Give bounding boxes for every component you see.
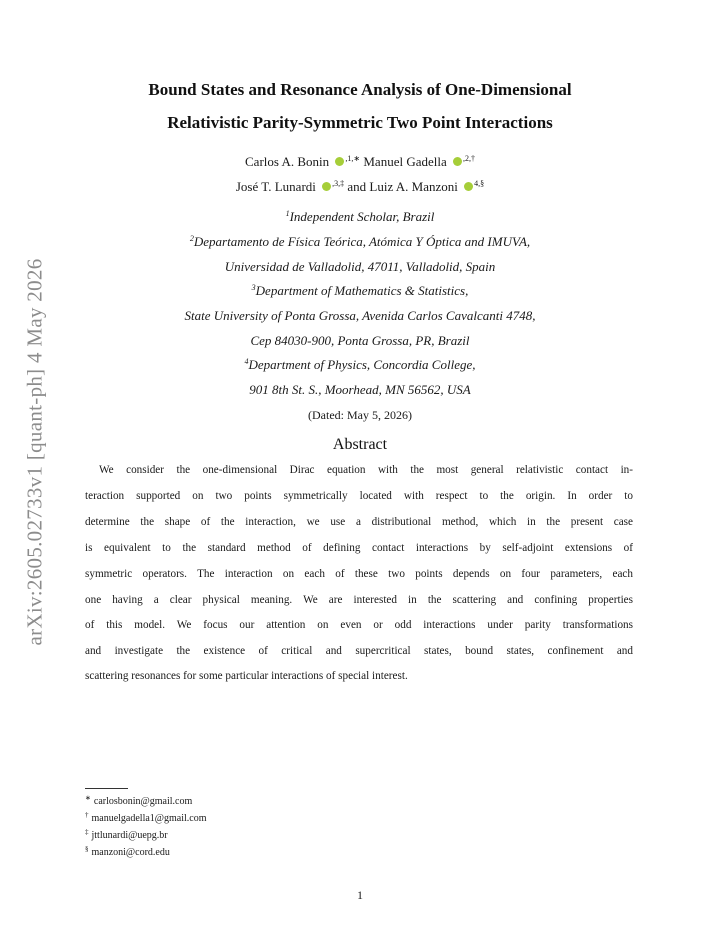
affiliation-text: Universidad de Valladolid, 47011, Valladolid, Spain — [224, 259, 496, 274]
author-marks: 4,§ — [474, 179, 485, 188]
abstract-line: We consider the one-dimensional Dirac equation with the most general relativistic contact in- — [99, 464, 633, 476]
affiliation-4 — [80, 357, 640, 373]
affiliation-2-cont — [80, 259, 640, 275]
affiliation-text: Departamento de Física Teórica, Atómica Y Óptica and IMUVA, — [193, 234, 531, 249]
dated-line: (Dated: May 5, 2026) — [308, 408, 412, 422]
footnote-rule — [85, 788, 128, 789]
footnote-email-link[interactable]: manuelgadella1@gmail.com — [91, 813, 207, 824]
affiliation-text: State University of Ponta Grossa, Avenida Carlos Cavalcanti 4748, — [184, 308, 536, 323]
orcid-icon[interactable] — [453, 157, 462, 166]
footnote-email-link[interactable]: jttlunardi@uepg.br — [91, 830, 168, 841]
abstract-line: one having a clear physical meaning. We are interested in the scattering and confining properties — [85, 594, 633, 606]
affiliation-number: 4 — [244, 357, 249, 366]
footnote-email-link[interactable]: carlosbonin@gmail.com — [93, 796, 193, 807]
author-name: Carlos A. Bonin — [245, 154, 330, 169]
orcid-icon[interactable] — [335, 157, 344, 166]
affiliation-text: Department of Mathematics & Statistics, — [255, 283, 469, 298]
footnote-mark: † — [85, 811, 89, 819]
paper-title-line-1: Bound States and Resonance Analysis of One-Dimensional — [148, 80, 572, 99]
abstract-line: is equivalent to the standard method of defining contact interactions by self-adjoint extensions of — [85, 542, 633, 554]
affiliation-3-cont-2 — [80, 333, 640, 349]
page-number: 1 — [357, 888, 363, 902]
author-marks: ,3,‡ — [332, 179, 345, 188]
footnote-mark: § — [85, 845, 89, 853]
abstract-line: symmetric operators. The interaction on each of these two points depends on four parameters, each — [85, 568, 633, 580]
abstract-line: of this model. We focus our attention on even or odd interactions under parity transformations — [85, 619, 633, 631]
author-line-1 — [80, 154, 640, 170]
footnote-email-link[interactable]: manzoni@cord.edu — [91, 847, 170, 858]
affiliation-number: 1 — [285, 209, 290, 218]
affiliation-text: Cep 84030-900, Ponta Grossa, PR, Brazil — [250, 333, 470, 348]
abstract-line: and investigate the existence of critical and supercritical states, bound states, confinement and — [85, 645, 633, 657]
author-line-2 — [80, 179, 640, 195]
footnote-email — [85, 811, 207, 824]
affiliation-3 — [80, 283, 640, 299]
footnote-mark: ∗ — [85, 794, 91, 802]
affiliation-number: 3 — [251, 283, 256, 292]
footnote-mark: ‡ — [85, 828, 89, 836]
affiliation-1 — [80, 209, 640, 225]
arxiv-identifier-stamp: arXiv:2605.02733v1 [quant-ph] 4 May 2026 — [22, 258, 47, 646]
affiliation-text: Independent Scholar, Brazil — [289, 209, 435, 224]
paper-title-line-2: Relativistic Parity-Symmetric Two Point Interactions — [167, 113, 553, 132]
abstract-line: scattering resonances for some particular interactions of special interest. — [85, 670, 408, 682]
footnote-email — [85, 794, 192, 807]
affiliation-number: 2 — [189, 234, 194, 243]
author-name: José T. Lunardi — [235, 179, 316, 194]
author-name: Manuel Gadella — [363, 154, 447, 169]
abstract-line: teraction supported on two points symmetrically located with respect to the origin. In order to — [85, 490, 633, 502]
orcid-icon[interactable] — [464, 182, 473, 191]
affiliation-2 — [80, 234, 640, 250]
footnote-email — [85, 828, 168, 841]
affiliation-3-cont — [80, 308, 640, 324]
abstract-line: determine the shape of the interaction, we use a distributional method, which in the present case — [85, 516, 633, 528]
affiliation-text: 901 8th St. S., Moorhead, MN 56562, USA — [249, 382, 471, 397]
author-marks: ,1,∗ — [345, 154, 361, 163]
affiliation-4-cont — [80, 382, 640, 398]
abstract-heading: Abstract — [332, 436, 388, 453]
footnote-email — [85, 845, 170, 858]
author-marks: ,2,† — [463, 154, 475, 163]
author-name: Luiz A. Manzoni — [369, 179, 458, 194]
orcid-icon[interactable] — [322, 182, 331, 191]
affiliation-text: Department of Physics, Concordia College, — [248, 357, 476, 372]
author-connector: and — [347, 179, 367, 194]
